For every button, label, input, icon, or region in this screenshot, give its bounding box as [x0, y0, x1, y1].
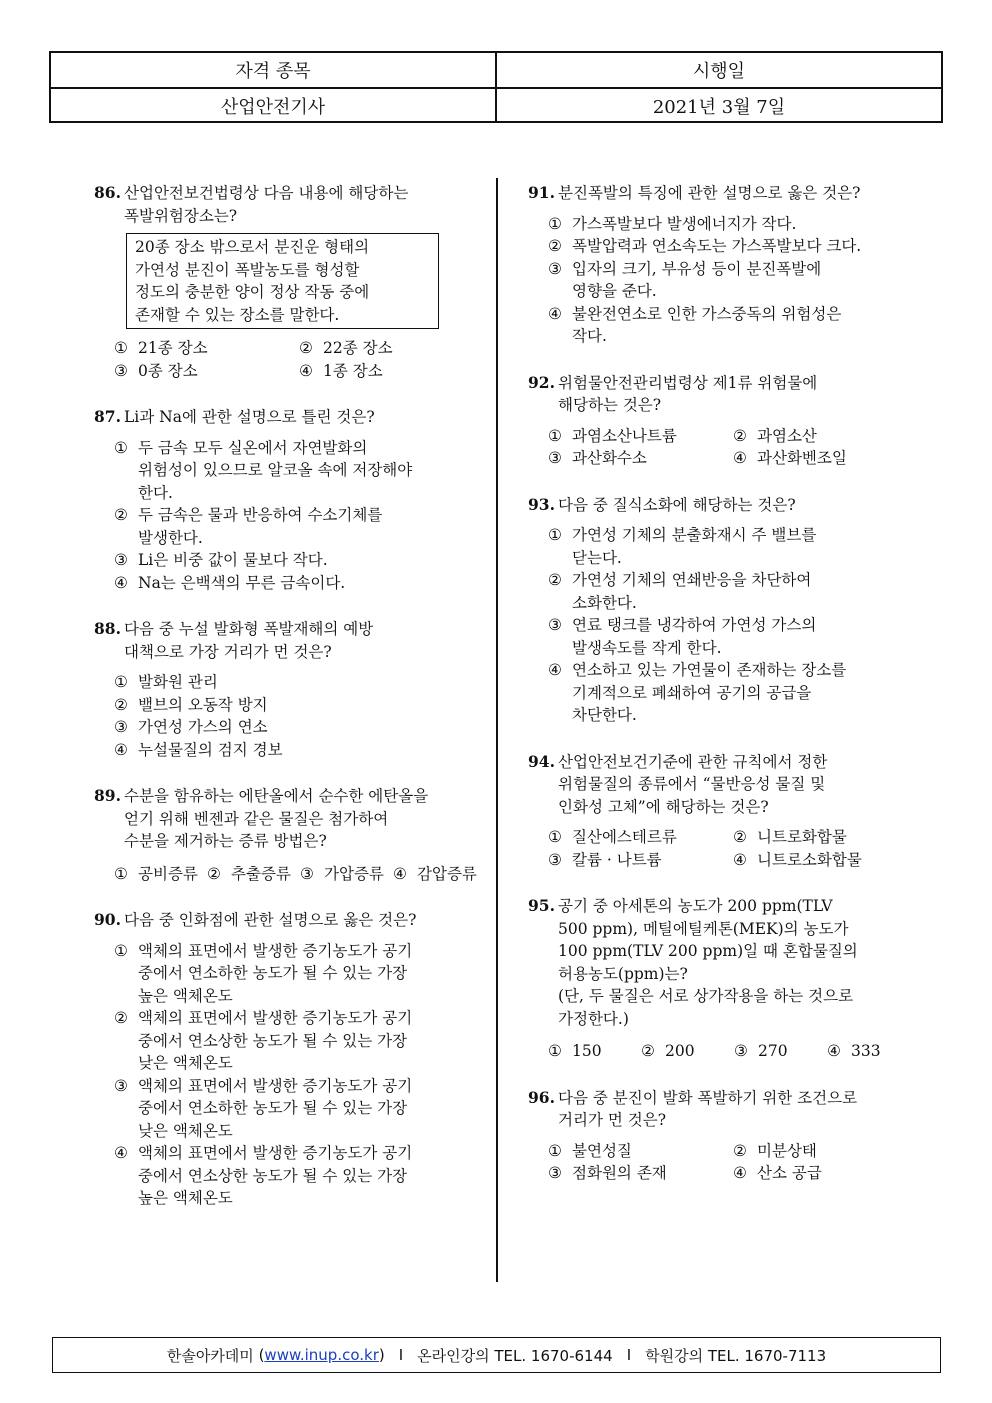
option-text: 발화원 관리	[138, 673, 218, 691]
option-4	[827, 1040, 920, 1063]
question-text: 산업안전보건기준에 관한 규칙에서 정한 위험물질의 종류에서 “물반응성 물질 및 인화성 고체”에 해당하는 것은?	[558, 752, 828, 816]
options	[528, 1040, 918, 1063]
option-text: 연소하고 있는 가연물이 존재하는 장소를 기계적으로 폐쇄하여 공기의 공급을 차단한다.	[572, 661, 847, 724]
option-1	[114, 437, 479, 505]
footer-offline-phone: 학원강의 TEL. 1670-7113	[645, 1346, 827, 1365]
option-4	[299, 360, 484, 383]
header-date-label: 시행일	[495, 53, 941, 87]
option-text: 0종 장소	[138, 361, 198, 380]
option-marker: ①	[548, 214, 562, 233]
question-stem	[528, 895, 918, 985]
option-text: 추출증류	[231, 864, 291, 883]
options	[528, 425, 918, 470]
question-text: 위험물안전관리법령상 제1류 위험물에 해당하는 것은?	[558, 373, 818, 414]
option-1	[114, 337, 299, 360]
option-marker: ③	[548, 616, 562, 634]
option-text: 입자의 크기, 부유성 등이 분진폭발에 영향을 준다.	[572, 259, 822, 300]
option-marker: ③	[114, 551, 128, 569]
question-note: (단, 두 물질은 서로 상가작용을 하는 것으로 가정한다.)	[558, 987, 854, 1028]
option-text: 점화원의 존재	[572, 1164, 667, 1182]
option-3	[548, 614, 918, 659]
footer-separator-1: I	[398, 1346, 404, 1364]
option-text: Na는 은백색의 무른 금속이다.	[138, 573, 346, 592]
options	[94, 671, 479, 761]
question-88	[94, 618, 479, 761]
option-marker: ①	[548, 1042, 562, 1060]
option-3	[114, 1075, 479, 1143]
question-stem	[528, 372, 918, 417]
question-stem	[528, 1087, 918, 1132]
footer-academy: 한솔아카데미	[166, 1346, 254, 1365]
option-3	[300, 863, 393, 886]
question-text: 다음 중 분진이 발화 폭발하기 위한 조건으로 거리가 먼 것은?	[558, 1088, 858, 1129]
question-stem	[528, 751, 918, 819]
options	[528, 1140, 918, 1185]
option-marker: ③	[114, 718, 128, 736]
question-text: 분진폭발의 특징에 관한 설명으로 옳은 것은?	[558, 184, 861, 202]
header-table	[49, 51, 943, 123]
option-text: 누설물질의 검지 경보	[138, 740, 283, 759]
option-text: 밸브의 오동작 방지	[138, 695, 268, 714]
question-86	[94, 182, 479, 382]
footer-separator-2: I	[626, 1346, 632, 1364]
option-1	[548, 1140, 733, 1163]
question-91	[528, 182, 918, 348]
option-text: 연료 탱크를 냉각하여 가연성 가스의 발생속도를 작게 한다.	[572, 616, 817, 657]
option-2	[733, 826, 918, 849]
option-marker: ①	[114, 438, 128, 457]
option-marker: ②	[548, 237, 562, 255]
option-3	[548, 1162, 733, 1185]
option-text: 산소 공급	[757, 1164, 822, 1182]
option-1	[548, 213, 918, 236]
option-2	[641, 1040, 734, 1063]
footer-website-link[interactable]: www.inup.co.kr	[264, 1346, 379, 1364]
options	[528, 826, 918, 871]
option-1	[548, 524, 918, 569]
option-text: 21종 장소	[138, 339, 208, 357]
options	[94, 863, 479, 886]
option-4	[393, 863, 486, 886]
option-2	[299, 337, 484, 360]
option-2	[114, 694, 479, 717]
question-stem	[528, 182, 918, 205]
option-text: 칼륨 · 나트륨	[572, 850, 662, 869]
column-divider	[496, 178, 498, 1282]
option-2	[548, 235, 918, 258]
header-date-value: 2021년 3월 7일	[495, 89, 941, 123]
question-number: 93.	[528, 494, 555, 514]
option-marker: ②	[548, 571, 562, 589]
option-1	[114, 671, 479, 694]
option-4	[548, 303, 918, 348]
footer: 한솔아카데미 ( www.inup.co.kr ) I 온라인강의 TEL. 1670-6144 I 학원강의 TEL. 1670-7113	[52, 1337, 941, 1373]
option-text: 150	[572, 1042, 602, 1060]
option-text: 가압증류	[324, 864, 384, 883]
option-marker: ①	[114, 864, 128, 883]
option-text: 두 금속 모두 실온에서 자연발화의 위험성이 있으므로 알코올 속에 저장해야 한다.	[138, 438, 413, 502]
option-text: 니트로소화합물	[757, 850, 862, 869]
option-1	[548, 826, 733, 849]
options	[94, 337, 479, 382]
question-stem	[94, 182, 479, 227]
option-text: 과염소산	[757, 426, 817, 445]
option-1	[548, 1040, 641, 1063]
option-3	[114, 716, 479, 739]
option-text: 액체의 표면에서 발생한 증기농도가 공기 중에서 연소하한 농도가 될 수 있는 가장 높은 액체온도	[138, 941, 413, 1005]
option-text: 과산화벤조일	[757, 449, 847, 467]
option-2	[114, 504, 479, 549]
option-marker: ①	[548, 426, 562, 445]
question-number: 88.	[94, 619, 121, 638]
option-3	[548, 447, 733, 470]
question-number: 95.	[528, 896, 555, 915]
option-3	[548, 258, 918, 303]
option-text: 액체의 표면에서 발생한 증기농도가 공기 중에서 연소상한 농도가 될 수 있는 가장 높은 액체온도	[138, 1144, 413, 1207]
question-box: 20종 장소 밖으로서 분진운 형태의 가연성 분진이 폭발농도를 형성할 정도의 충분한 양이 정상 작동 중에 존재할 수 있는 장소를 말한다.	[126, 233, 439, 329]
option-text: 액체의 표면에서 발생한 증기농도가 공기 중에서 연소하한 농도가 될 수 있는 가장 낮은 액체온도	[138, 1076, 413, 1140]
option-marker: ②	[641, 1042, 655, 1060]
option-text: 가연성 기체의 분출화재시 주 밸브를 닫는다.	[572, 526, 817, 567]
options	[94, 437, 479, 595]
option-text: 1종 장소	[323, 361, 383, 380]
option-marker: ②	[114, 506, 128, 524]
left-column	[94, 182, 479, 1234]
option-marker: ②	[733, 426, 747, 445]
option-marker: ③	[548, 850, 562, 869]
option-marker: ④	[733, 449, 747, 467]
option-text: 미분상태	[757, 1141, 817, 1160]
option-marker: ④	[114, 740, 128, 759]
question-94	[528, 751, 918, 872]
option-text: Li은 비중 값이 물보다 작다.	[138, 551, 328, 569]
question-96	[528, 1087, 918, 1185]
options	[528, 524, 918, 727]
option-text: 과염소산나트륨	[572, 426, 677, 445]
option-1	[114, 863, 207, 886]
option-marker: ③	[114, 361, 128, 380]
question-stem	[94, 909, 479, 932]
question-number: 96.	[528, 1087, 555, 1107]
option-3	[734, 1040, 827, 1063]
question-text: 다음 중 인화점에 관한 설명으로 옳은 것은?	[124, 911, 417, 929]
question-text: 공기 중 아세톤의 농도가 200 ppm(TLV 500 ppm), 메틸에틸케톤(MEK)의 농도가 100 ppm(TLV 200 ppm)일 때 혼합물질의 허용농도(ppm)는?	[558, 897, 858, 983]
option-3	[548, 849, 733, 872]
option-marker: ①	[548, 526, 562, 544]
question-92	[528, 372, 918, 470]
option-text: 333	[851, 1042, 881, 1060]
question-stem	[94, 785, 479, 853]
question-number: 92.	[528, 372, 555, 392]
question-number: 87.	[94, 407, 121, 426]
option-marker: ④	[548, 661, 562, 679]
option-marker: ②	[733, 1141, 747, 1160]
question-number: 94.	[528, 751, 555, 771]
option-marker: ①	[548, 828, 562, 846]
options	[528, 213, 918, 348]
option-2	[548, 569, 918, 614]
option-marker: ④	[114, 1144, 128, 1162]
option-1	[114, 940, 479, 1008]
option-marker: ③	[300, 864, 314, 883]
option-marker: ④	[733, 850, 747, 869]
option-marker: ①	[114, 339, 128, 357]
option-1	[548, 425, 733, 448]
option-marker: ③	[548, 259, 562, 278]
option-marker: ④	[733, 1164, 747, 1182]
option-marker: ②	[114, 1009, 128, 1027]
option-marker: ①	[548, 1141, 562, 1160]
option-marker: ③	[548, 449, 562, 467]
question-89	[94, 785, 479, 885]
option-text: 22종 장소	[323, 339, 393, 357]
question-number: 86.	[94, 183, 121, 202]
option-marker: ③	[548, 1164, 562, 1182]
option-text: 불완전연소로 인한 가스중독의 위험성은 작다.	[572, 304, 842, 345]
header-subject-value: 산업안전기사	[220, 97, 326, 118]
option-2	[207, 863, 300, 886]
header-subject-label: 자격 종목	[235, 61, 311, 82]
option-4	[114, 1142, 479, 1210]
option-3	[114, 549, 479, 572]
question-number: 89.	[94, 786, 121, 805]
question-stem	[528, 494, 918, 517]
option-marker: ②	[299, 339, 313, 357]
option-marker: ①	[114, 673, 128, 691]
option-marker: ②	[733, 828, 747, 846]
option-text: 불연성질	[572, 1141, 632, 1160]
question-number: 91.	[528, 183, 555, 202]
option-marker: ④	[548, 304, 562, 323]
option-2	[733, 425, 918, 448]
option-marker: ②	[207, 864, 221, 883]
question-text: 산업안전보건법령상 다음 내용에 해당하는 폭발위험장소는?	[124, 184, 409, 225]
question-95	[528, 895, 918, 1063]
option-4	[733, 447, 918, 470]
question-stem	[94, 406, 479, 429]
option-text: 액체의 표면에서 발생한 증기농도가 공기 중에서 연소상한 농도가 될 수 있는 가장 낮은 액체온도	[138, 1009, 413, 1072]
option-text: 가연성 가스의 연소	[138, 718, 268, 736]
footer-online-phone: 온라인강의 TEL. 1670-6144	[417, 1346, 613, 1365]
option-text: 공비증류	[138, 864, 198, 883]
question-stem	[94, 618, 479, 663]
question-text: Li과 Na에 관한 설명으로 틀린 것은?	[124, 408, 375, 426]
option-4	[114, 572, 479, 595]
option-marker: ③	[114, 1076, 128, 1095]
option-marker: ④	[114, 573, 128, 592]
question-90	[94, 909, 479, 1210]
option-text: 감압증류	[417, 864, 477, 883]
option-marker: ④	[299, 361, 313, 380]
option-text: 가스폭발보다 발생에너지가 작다.	[572, 214, 797, 233]
option-2	[733, 1140, 918, 1163]
question-93	[528, 494, 918, 727]
option-4	[733, 849, 918, 872]
option-text: 폭발압력과 연소속도는 가스폭발보다 크다.	[572, 237, 862, 255]
option-text: 200	[665, 1042, 695, 1060]
question-text: 다음 중 누설 발화형 폭발재해의 예방 대책으로 가장 거리가 먼 것은?	[124, 620, 374, 661]
question-number: 90.	[94, 910, 121, 929]
option-text: 270	[758, 1042, 788, 1060]
option-marker: ③	[734, 1042, 748, 1060]
option-4	[114, 739, 479, 762]
option-marker: ④	[393, 864, 407, 883]
option-text: 가연성 기체의 연쇄반응을 차단하여 소화한다.	[572, 571, 812, 612]
options	[94, 940, 479, 1210]
option-text: 두 금속은 물과 반응하여 수소기체를 발생한다.	[138, 506, 383, 547]
question-text: 다음 중 질식소화에 해당하는 것은?	[558, 495, 796, 514]
right-column	[528, 182, 918, 1209]
option-text: 과산화수소	[572, 449, 647, 467]
option-marker: ②	[114, 695, 128, 714]
option-text: 질산에스테르류	[572, 828, 677, 846]
option-marker: ④	[827, 1042, 841, 1060]
option-4	[733, 1162, 918, 1185]
option-2	[114, 1007, 479, 1075]
question-text: 수분을 함유하는 에탄올에서 순수한 에탄올을 얻기 위해 벤젠과 같은 물질은 첨가하여 수분을 제거하는 증류 방법은?	[124, 787, 429, 850]
option-4	[548, 659, 918, 727]
option-3	[114, 360, 299, 383]
question-87	[94, 406, 479, 594]
option-marker: ①	[114, 941, 128, 960]
option-text: 니트로화합물	[757, 828, 847, 846]
